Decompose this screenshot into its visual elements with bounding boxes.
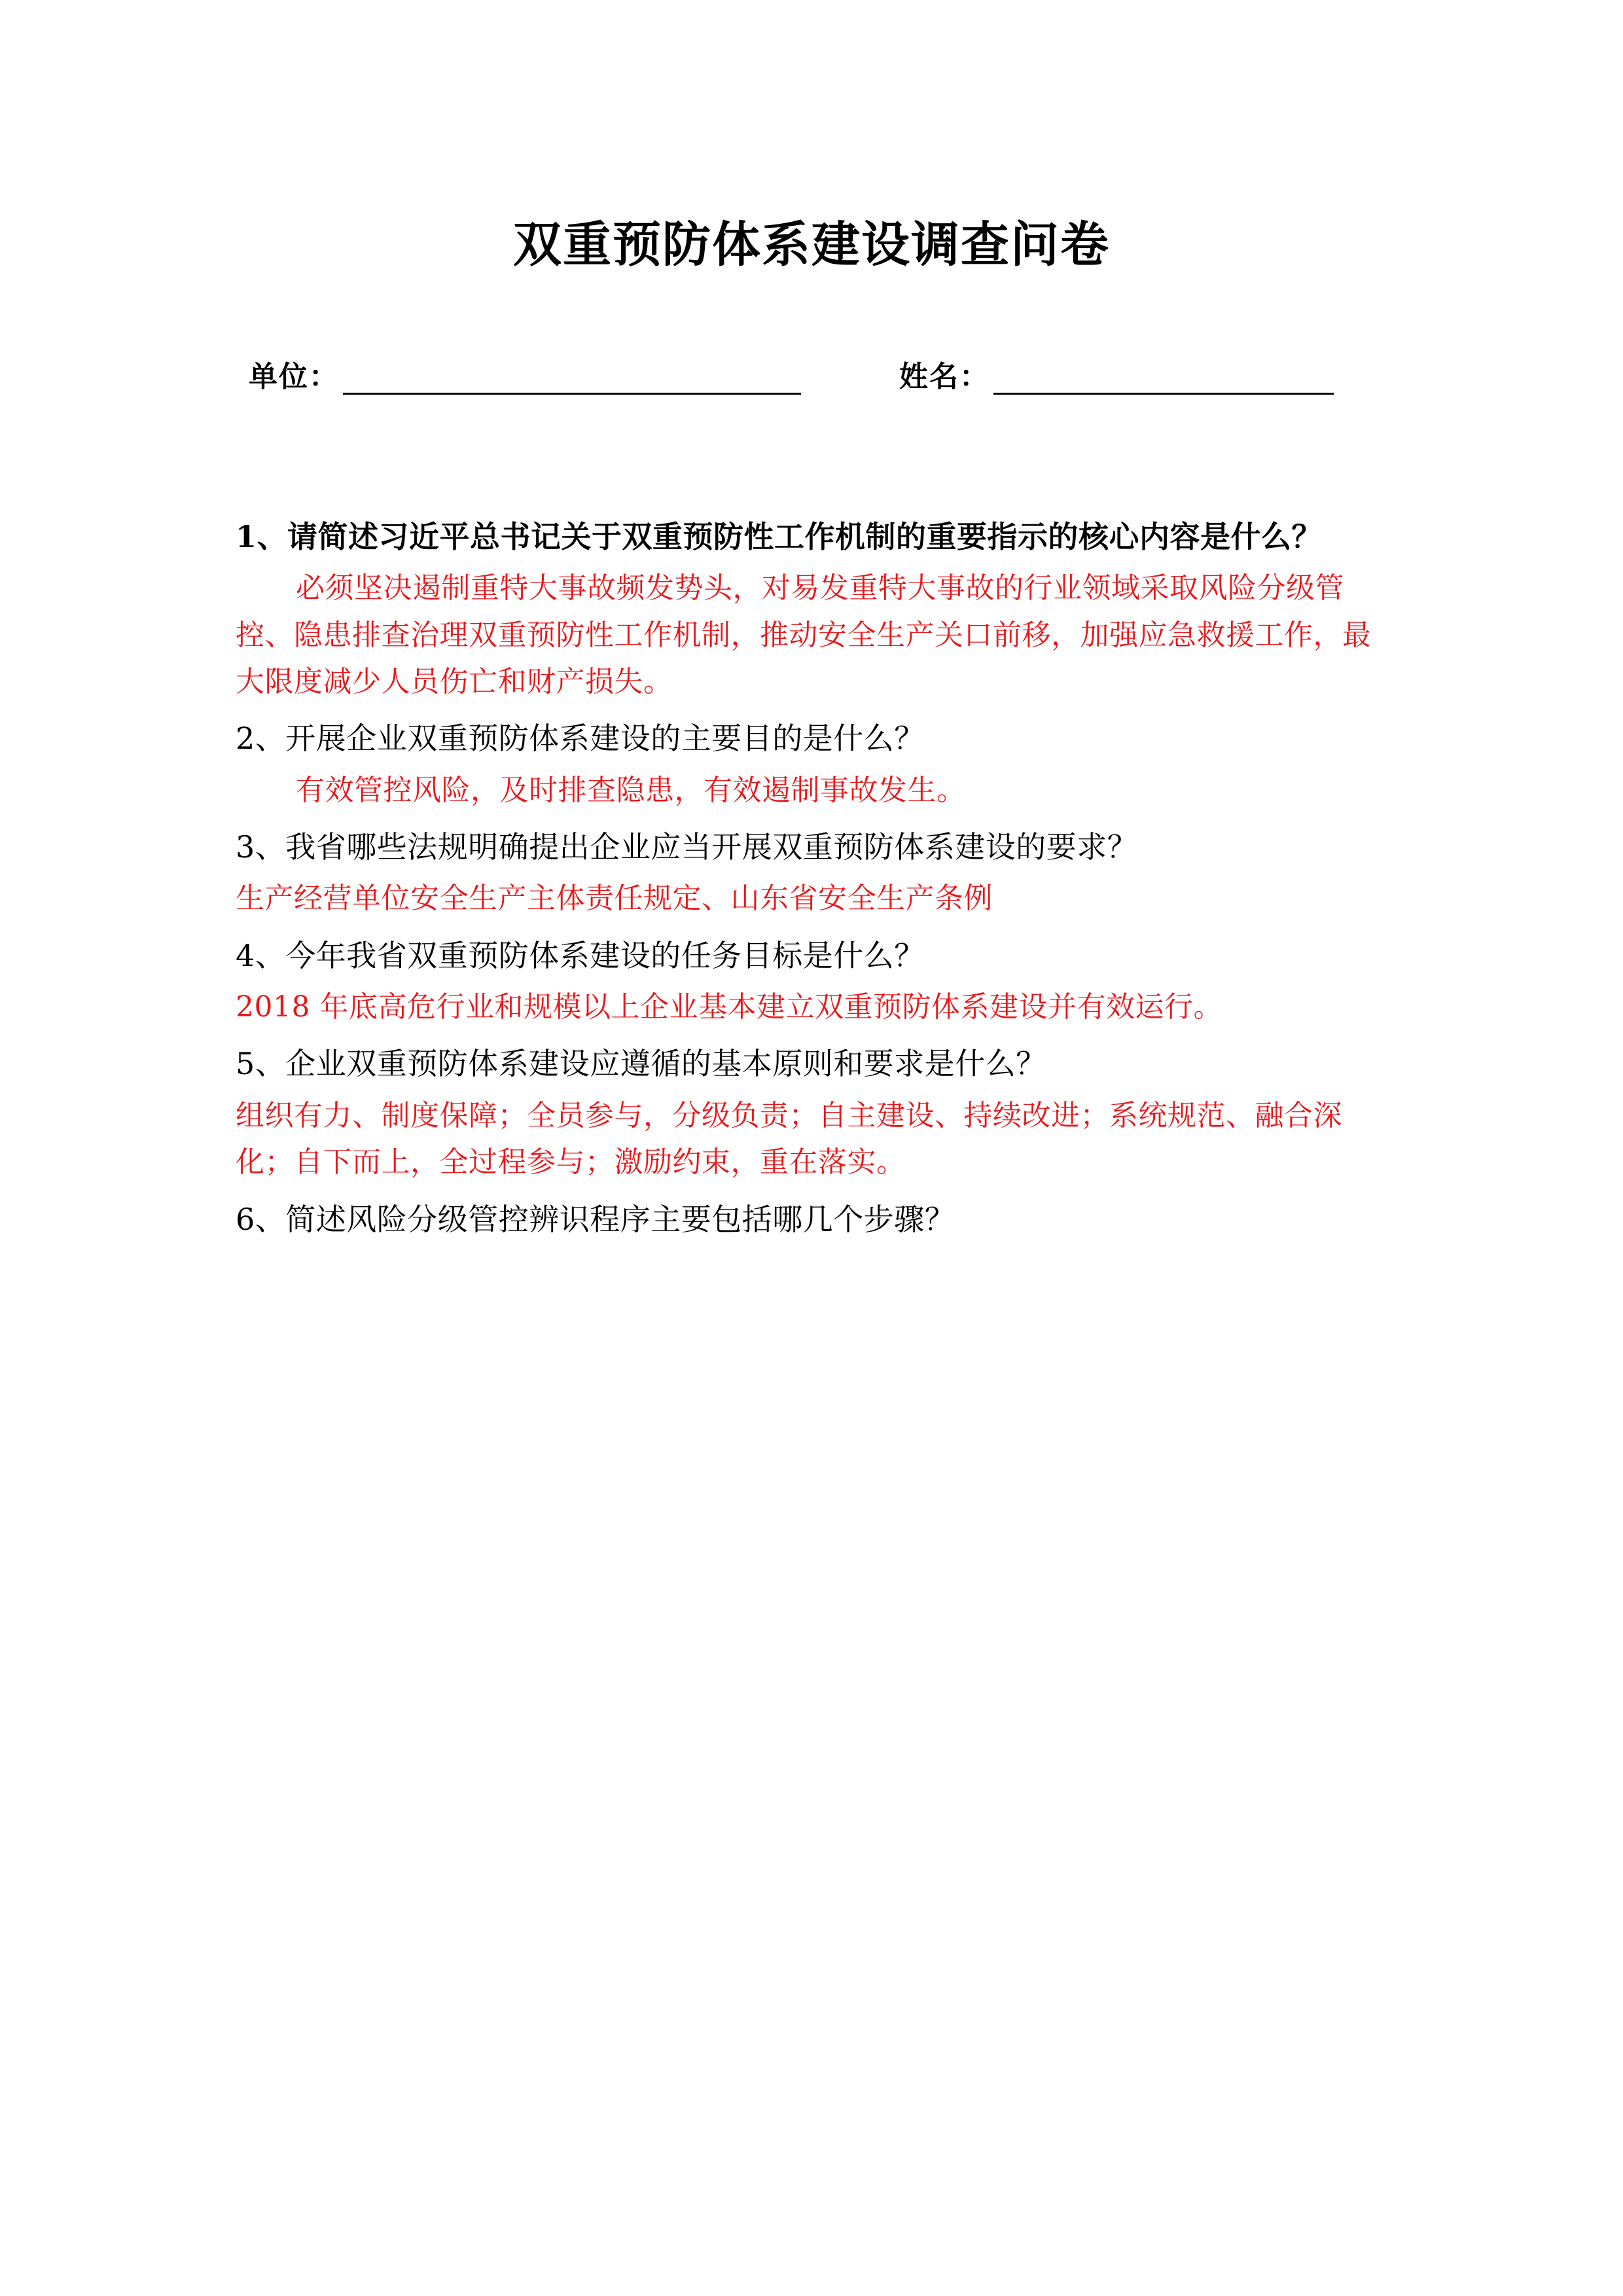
question-text: 3、我省哪些法规明确提出企业应当开展双重预防体系建设的要求？	[236, 829, 1138, 865]
unit-input-line[interactable]	[343, 363, 801, 395]
qa-item-6	[236, 1195, 1387, 1244]
question-text: 2、开展企业双重预防体系建设的主要目的是什么？	[236, 721, 925, 757]
document-body	[236, 216, 1387, 1253]
answer-text: 组织有力、制度保障；全员参与，分级负责；自主建设、持续改进；系统规范、融合深化；自下而上，全过程参与；激励约束，重在落实。	[236, 1098, 1342, 1179]
qa-item-3	[236, 823, 1387, 922]
answer-text: 2018 年底高危行业和规模以上企业基本建立双重预防体系建设并有效运行。	[236, 990, 1222, 1024]
qa-item-4	[236, 931, 1387, 1031]
name-label: 姓名：	[899, 359, 990, 393]
answer-text: 生产经营单位安全生产主体责任规定、山东省安全生产条例	[236, 882, 993, 916]
name-input-line[interactable]	[993, 363, 1334, 395]
page-title: 双重预防体系建设调查问卷	[513, 217, 1110, 273]
meta-fields-row	[236, 353, 1387, 395]
name-field[interactable]	[899, 353, 1334, 395]
question-text: 6、简述风险分级管控辨识程序主要包括哪几个步骤？	[236, 1201, 955, 1237]
unit-field[interactable]	[249, 353, 801, 395]
answer-text: 有效管控风险，及时排查隐患，有效遏制事故发生。	[296, 773, 966, 807]
qa-item-1	[236, 512, 1387, 705]
qa-item-5	[236, 1039, 1387, 1185]
answer-text: 必须坚决遏制重特大事故频发势头，对易发重特大事故的行业领域采取风险分级管控、隐患排查治理双重预防性工作机制，推动安全生产关口前移，加强应急救援工作，最大限度减少人员伤亡和财产损失。	[236, 571, 1372, 698]
qa-item-2	[236, 714, 1387, 814]
question-text: 4、今年我省双重预防体系建设的任务目标是什么？	[236, 937, 925, 973]
question-text: 1、请简述习近平总书记关于双重预防性工作机制的重要指示的核心内容是什么？	[236, 518, 1323, 554]
question-text: 5、企业双重预防体系建设应遵循的基本原则和要求是什么？	[236, 1046, 1046, 1082]
unit-label: 单位：	[249, 359, 339, 393]
